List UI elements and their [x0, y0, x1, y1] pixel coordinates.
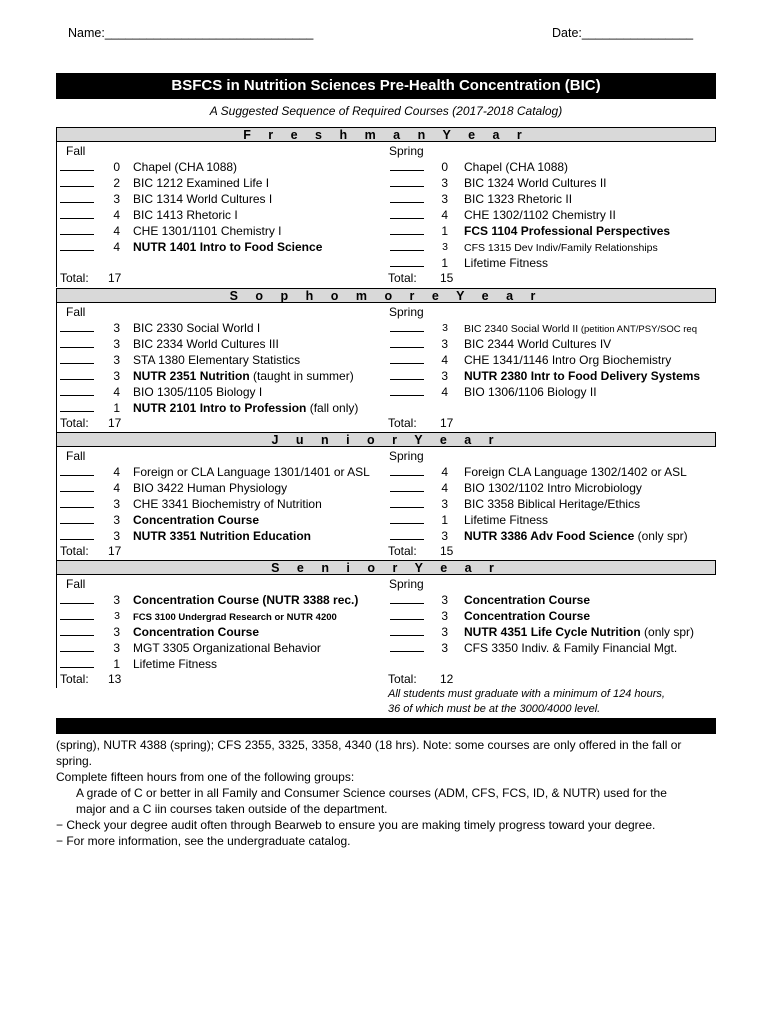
course-name	[464, 496, 640, 512]
fall-total-value: 17	[108, 271, 122, 285]
year-header: S e n i o r Y e a r	[56, 560, 716, 575]
course-name	[464, 384, 597, 400]
footer-line-6: − Check your degree audit often through Bearweb to ensure you are making timely progress toward your degree.	[56, 818, 656, 832]
credit-hours: 3	[113, 513, 120, 527]
course-title: CHE 1301/1101 Chemistry I	[133, 224, 282, 238]
spring-course-row	[0, 255, 770, 271]
fall-total-value: 17	[108, 416, 122, 430]
credit-hours: 3	[113, 369, 120, 383]
course-title: Chapel (CHA 1088)	[464, 160, 569, 174]
course-name	[464, 640, 677, 656]
footer-line-7: − For more information, see the undergraduate catalog.	[56, 834, 351, 848]
course-name	[464, 624, 694, 640]
spring-course-row	[0, 223, 770, 239]
course-title: NUTR 2101 Intro to Profession	[133, 401, 307, 415]
course-title: BIC 2344 World Cultures IV	[464, 337, 612, 351]
credit-hours: 3	[441, 192, 448, 206]
spring-course-row	[0, 239, 770, 255]
graduation-note-line-2: 36 of which must be at the 3000/4000 level.	[388, 703, 601, 715]
course-title: FCS 3100 Undergrad Research or NUTR 4200	[133, 612, 337, 623]
course-title: Concentration Course	[464, 609, 591, 623]
credit-hours: 1	[441, 513, 448, 527]
grade-blank[interactable]	[60, 656, 94, 668]
credit-hours: 3	[441, 497, 448, 511]
spring-course-row	[0, 384, 770, 400]
grade-blank[interactable]	[390, 191, 424, 203]
course-note: (taught in summer)	[249, 369, 354, 383]
grade-blank[interactable]	[390, 640, 424, 652]
course-title: Lifetime Fitness	[133, 657, 218, 671]
course-name	[464, 368, 700, 384]
course-title: CHE 1341/1146 Intro Org Biochemistry	[464, 353, 672, 367]
spring-course-row	[0, 175, 770, 191]
grade-blank[interactable]	[390, 159, 424, 171]
grade-blank[interactable]	[60, 400, 94, 412]
footer-line-4: A grade of C or better in all Family and Consumer Science courses (ADM, CFS, FCS, ID, & NUTR) used for the	[76, 786, 667, 800]
credit-hours: 2	[113, 176, 120, 190]
spring-course-row	[0, 496, 770, 512]
course-name	[464, 191, 572, 207]
credit-hours: 3	[442, 322, 448, 334]
course-title: BIC 2330 Social World I	[133, 321, 261, 335]
course-title: BIC 1324 World Cultures II	[464, 176, 607, 190]
name-field[interactable]: Name:______________________________	[68, 26, 314, 40]
grade-blank[interactable]	[390, 336, 424, 348]
course-title: Chapel (CHA 1088)	[133, 160, 238, 174]
spring-total-label: Total:	[388, 416, 417, 430]
credit-hours: 3	[113, 497, 120, 511]
credit-hours: 4	[441, 208, 448, 222]
grade-blank[interactable]	[390, 528, 424, 540]
course-title: NUTR 3386 Adv Food Science	[464, 529, 635, 543]
course-title: CHE 3341 Biochemistry of Nutrition	[133, 497, 322, 511]
course-name	[464, 512, 548, 528]
year-header: F r e s h m a n Y e a r	[56, 127, 716, 142]
course-title: BIO 1302/1102 Intro Microbiology	[464, 481, 642, 495]
credit-hours: 3	[441, 593, 448, 607]
grade-blank[interactable]	[390, 368, 424, 380]
credit-hours: 3	[113, 321, 120, 335]
spring-total-label: Total:	[388, 271, 417, 285]
spring-total-value: 12	[440, 672, 454, 686]
credit-hours: 3	[113, 641, 120, 655]
credit-hours: 4	[441, 465, 448, 479]
spring-label: Spring	[389, 144, 424, 158]
course-note: (fall only)	[306, 401, 359, 415]
course-title: Lifetime Fitness	[464, 513, 549, 527]
fall-total-label: Total:	[60, 271, 89, 285]
footer-line-2: spring.	[56, 754, 93, 768]
grade-blank[interactable]	[390, 207, 424, 219]
spring-course-row	[0, 608, 770, 624]
grade-blank[interactable]	[390, 512, 424, 524]
course-name	[464, 528, 688, 544]
spring-course-row	[0, 512, 770, 528]
grade-blank[interactable]	[390, 624, 424, 636]
spring-course-row	[0, 464, 770, 480]
course-name	[464, 480, 642, 496]
fall-label: Fall	[66, 449, 86, 463]
credit-hours: 3	[113, 625, 120, 639]
grade-blank[interactable]	[390, 384, 424, 396]
course-title: CFS 1315 Dev Indiv/Family Relationships	[464, 242, 658, 254]
course-name	[464, 255, 548, 271]
fall-label: Fall	[66, 305, 86, 319]
year-header: J u n i o r Y e a r	[56, 432, 716, 447]
course-title: BIC 1314 World Cultures I	[133, 192, 273, 206]
spring-total-value: 15	[440, 544, 454, 558]
course-title: CFS 3350 Indiv. & Family Financial Mgt.	[464, 641, 678, 655]
course-title: BIC 1323 Rhetoric II	[464, 192, 573, 206]
credit-hours: 3	[441, 529, 448, 543]
course-title: BIO 1305/1105 Biology I	[133, 385, 263, 399]
date-field[interactable]: Date:________________	[552, 26, 694, 40]
credit-hours: 4	[441, 385, 448, 399]
course-name	[464, 239, 658, 256]
footer-line-1: (spring), NUTR 4388 (spring); CFS 2355, 3325, 3358, 4340 (18 hrs). Note: some courses are only offered in the fall or	[56, 738, 682, 752]
course-title: BIC 3358 Biblical Heritage/Ethics	[464, 497, 641, 511]
course-name	[464, 592, 590, 608]
course-title: Lifetime Fitness	[464, 256, 549, 270]
course-title: NUTR 4351 Life Cycle Nutrition	[464, 625, 641, 639]
credit-hours: 4	[113, 385, 120, 399]
spring-course-row	[0, 207, 770, 223]
credit-hours: 4	[113, 224, 120, 238]
course-name	[133, 400, 358, 416]
spring-total-value: 17	[440, 416, 454, 430]
course-name	[464, 207, 616, 223]
credit-hours: 3	[113, 593, 120, 607]
page-title: BSFCS in Nutrition Sciences Pre-Health Concentration (BIC)	[56, 73, 716, 99]
course-title: Foreign CLA Language 1302/1402 or ASL	[464, 465, 687, 479]
course-title: BIC 1212 Examined Life I	[133, 176, 270, 190]
fall-course-row	[0, 400, 770, 416]
course-title: CHE 1302/1102 Chemistry II	[464, 208, 616, 222]
course-name	[464, 175, 607, 191]
spring-total-value: 15	[440, 271, 454, 285]
grade-blank[interactable]	[390, 239, 424, 251]
grade-blank[interactable]	[390, 320, 424, 332]
credit-hours: 3	[441, 369, 448, 383]
course-name	[464, 223, 670, 239]
year-header: S o p h o m o r e Y e a r	[56, 288, 716, 303]
footer-line-3: Complete fifteen hours from one of the following groups:	[56, 770, 355, 784]
grade-blank[interactable]	[390, 464, 424, 476]
grade-blank[interactable]	[390, 480, 424, 492]
credit-hours: 1	[441, 256, 448, 270]
course-title: Concentration Course (NUTR 3388 rec.)	[133, 593, 359, 607]
credit-hours: 3	[113, 192, 120, 206]
spring-label: Spring	[389, 449, 424, 463]
fall-total-label: Total:	[60, 672, 89, 686]
footer-line-5: major and a C iin courses taken outside of the department.	[76, 802, 388, 816]
spring-course-row	[0, 368, 770, 384]
credit-hours: 3	[113, 529, 120, 543]
credit-hours: 4	[441, 481, 448, 495]
credit-hours: 1	[113, 401, 120, 415]
spring-course-row	[0, 480, 770, 496]
fall-label: Fall	[66, 577, 86, 591]
course-title: NUTR 3351 Nutrition Education	[133, 529, 312, 543]
course-note: (only spr)	[640, 625, 695, 639]
spring-course-row	[0, 624, 770, 640]
credit-hours: 4	[113, 240, 120, 254]
course-name	[464, 336, 611, 352]
credit-hours: 4	[113, 208, 120, 222]
course-title: FCS 1104 Professional Perspectives	[464, 224, 671, 238]
course-name	[464, 352, 671, 368]
grade-blank[interactable]	[390, 352, 424, 364]
spring-course-row	[0, 336, 770, 352]
credit-hours: 3	[113, 353, 120, 367]
credit-hours: 1	[441, 224, 448, 238]
credit-hours: 1	[113, 657, 120, 671]
credit-hours: 3	[113, 337, 120, 351]
credit-hours: 4	[113, 481, 120, 495]
credit-hours: 0	[441, 160, 448, 174]
page-subtitle: A Suggested Sequence of Required Courses (2017-2018 Catalog)	[209, 104, 563, 118]
credit-hours: 3	[441, 609, 448, 623]
credit-hours: 3	[442, 241, 448, 253]
spring-course-row	[0, 191, 770, 207]
credit-hours: 4	[113, 465, 120, 479]
grade-blank[interactable]	[390, 608, 424, 620]
spring-total-label: Total:	[388, 544, 417, 558]
course-note: (only spr)	[634, 529, 688, 543]
spring-total-label: Total:	[388, 672, 417, 686]
course-title: NUTR 2380 Intr to Food Delivery Systems	[464, 369, 701, 383]
spring-course-row	[0, 592, 770, 608]
spring-label: Spring	[389, 305, 424, 319]
credit-hours: 0	[113, 160, 120, 174]
spring-label: Spring	[389, 577, 424, 591]
course-title: BIO 1306/1106 Biology II	[464, 385, 597, 399]
course-title: Foreign or CLA Language 1301/1401 or ASL	[133, 465, 370, 479]
course-title: BIC 2334 World Cultures III	[133, 337, 279, 351]
graduation-note-line-1: All students must graduate with a minimum of 124 hours,	[388, 688, 665, 700]
grade-blank[interactable]	[390, 175, 424, 187]
fall-total-label: Total:	[60, 544, 89, 558]
fall-label: Fall	[66, 144, 86, 158]
spring-course-row	[0, 320, 770, 336]
section-divider-bar	[56, 718, 716, 734]
course-title: Concentration Course	[464, 593, 591, 607]
course-name	[464, 159, 568, 175]
spring-course-row	[0, 352, 770, 368]
credit-hours: 3	[441, 337, 448, 351]
credit-hours: 3	[114, 610, 120, 622]
credit-hours: 3	[441, 641, 448, 655]
fall-total-label: Total:	[60, 416, 89, 430]
grade-blank[interactable]	[390, 592, 424, 604]
spring-course-row	[0, 640, 770, 656]
course-title: BIC 2340 Social World II	[464, 323, 579, 335]
course-name	[133, 656, 217, 672]
course-title: BIC 1413 Rhetoric I	[133, 208, 238, 222]
course-title: STA 1380 Elementary Statistics	[133, 353, 301, 367]
grade-blank[interactable]	[390, 496, 424, 508]
spring-course-row	[0, 528, 770, 544]
grade-blank[interactable]	[390, 255, 424, 267]
fall-total-value: 13	[108, 672, 122, 686]
course-title: MGT 3305 Organizational Behavior	[133, 641, 321, 655]
fall-total-value: 17	[108, 544, 122, 558]
fall-course-row	[0, 656, 770, 672]
credit-hours: 3	[441, 625, 448, 639]
course-title: NUTR 1401 Intro to Food Science	[133, 240, 323, 254]
course-note: (petition ANT/PSY/SOC req	[578, 324, 697, 335]
course-title: Concentration Course	[133, 513, 260, 527]
course-name	[464, 464, 687, 480]
spring-course-row	[0, 159, 770, 175]
course-title: Concentration Course	[133, 625, 260, 639]
credit-hours: 4	[441, 353, 448, 367]
course-name	[464, 608, 590, 624]
course-title: BIO 3422 Human Physiology	[133, 481, 288, 495]
course-title: NUTR 2351 Nutrition	[133, 369, 250, 383]
credit-hours: 3	[441, 176, 448, 190]
grade-blank[interactable]	[390, 223, 424, 235]
